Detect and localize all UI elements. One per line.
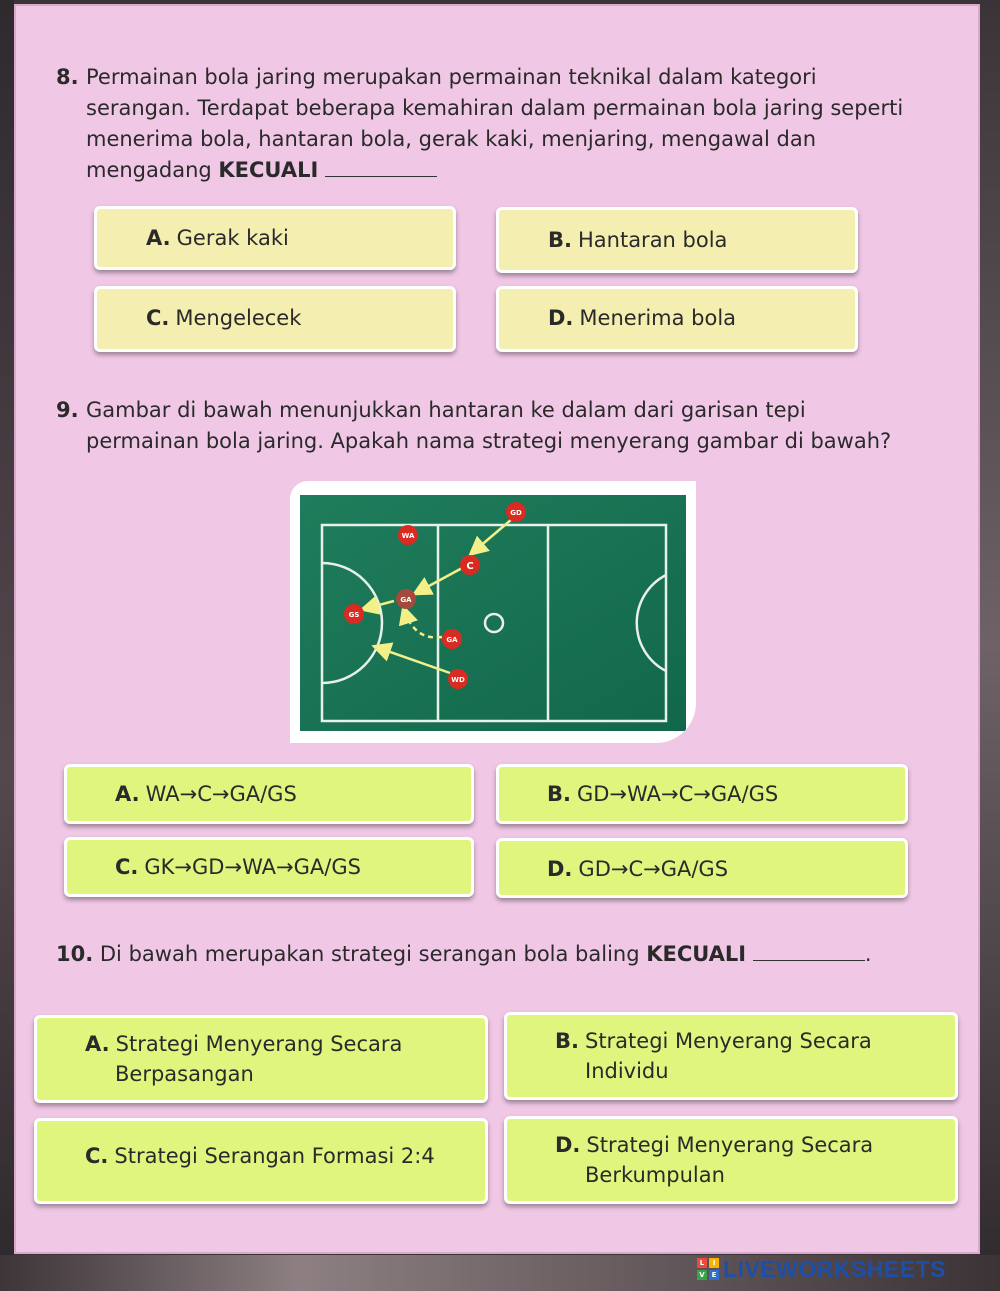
answer-blank: [325, 158, 437, 177]
player-label: GS: [348, 611, 360, 619]
player-label: GA: [400, 596, 412, 604]
background-left: [0, 0, 14, 1291]
option-line: [555, 1130, 955, 1160]
q10-option-a[interactable]: [34, 1015, 488, 1103]
player-label: C: [466, 561, 474, 572]
q10-option-c[interactable]: [34, 1118, 488, 1204]
option-key: D.: [547, 857, 573, 881]
option-line: [555, 1026, 955, 1056]
question-text: [86, 62, 903, 186]
option-line: Individu: [585, 1059, 669, 1083]
question-line: serangan. Terdapat beberapa kemahiran dalam permainan bola jaring seperti: [86, 96, 904, 120]
option-text: Strategi Menyerang Secara: [115, 1032, 403, 1056]
option-text: GD→WA→C→GA/GS: [576, 782, 779, 806]
question-10: [56, 939, 956, 971]
option-key: D.: [548, 306, 574, 330]
logo-letter: L: [697, 1258, 707, 1268]
option-text: Mengelecek: [175, 306, 302, 330]
q8-option-b[interactable]: [496, 207, 858, 273]
question-line-prefix: mengadang: [86, 158, 219, 182]
logo-text: LIVEWORKSHEETS: [723, 1255, 946, 1282]
option-text: GD→C→GA/GS: [578, 857, 729, 881]
background-right: [980, 0, 1000, 1291]
q9-option-a[interactable]: [64, 764, 474, 824]
player-label: GD: [510, 509, 522, 517]
q9-option-d[interactable]: [496, 838, 908, 898]
keyword-kecuali: KECUALI: [646, 942, 747, 966]
player-label: WD: [451, 676, 465, 684]
question-line: Permainan bola jaring merupakan permainan teknikal dalam kategori: [86, 65, 817, 89]
option-key: A.: [85, 1032, 110, 1056]
option-key: D.: [555, 1133, 581, 1157]
q9-option-c[interactable]: [64, 837, 474, 897]
question-text: [86, 395, 891, 457]
option-text: Strategi Menyerang Secara: [584, 1029, 872, 1053]
option-text: Gerak kaki: [176, 226, 289, 250]
liveworksheets-logo-icon: [697, 1258, 719, 1280]
option-text: GK→GD→WA→GA/GS: [144, 855, 361, 879]
option-line: Berkumpulan: [585, 1163, 725, 1187]
question-line: Gambar di bawah menunjukkan hantaran ke dalam dari garisan tepi: [86, 398, 806, 422]
question-9: [56, 395, 976, 459]
option-key: A.: [115, 782, 140, 806]
q8-option-d[interactable]: [496, 286, 858, 352]
logo-letter: E: [709, 1270, 719, 1280]
answer-blank: [753, 942, 865, 961]
option-text: WA→C→GA/GS: [145, 782, 297, 806]
netball-court-diagram: [290, 481, 696, 743]
option-text: Strategi Serangan Formasi 2:4: [114, 1144, 435, 1168]
question-line: menerima bola, hantaran bola, gerak kaki, menjaring, mengawal dan: [86, 127, 817, 151]
option-line: [85, 1029, 485, 1059]
option-key: C.: [85, 1144, 109, 1168]
option-text: Menerima bola: [579, 306, 737, 330]
option-line: Berpasangan: [115, 1062, 254, 1086]
netball-court-image: [290, 481, 696, 743]
logo-letter: V: [697, 1270, 707, 1280]
question-text: Di bawah merupakan strategi serangan bola baling: [99, 942, 647, 966]
question-number: 8.: [56, 65, 79, 89]
logo-letter: I: [709, 1258, 719, 1268]
option-key: C.: [146, 306, 170, 330]
question-line: [86, 155, 903, 186]
q10-option-d[interactable]: [504, 1116, 958, 1204]
option-key: C.: [115, 855, 139, 879]
player-label: GA: [446, 636, 458, 644]
question-suffix: .: [864, 942, 872, 966]
option-key: B.: [548, 228, 572, 252]
question-number: 10.: [56, 942, 94, 966]
keyword-kecuali: KECUALI: [218, 158, 319, 182]
q10-option-b[interactable]: [504, 1012, 958, 1100]
liveworksheets-logo[interactable]: [697, 1254, 946, 1284]
option-text: Strategi Menyerang Secara: [586, 1133, 874, 1157]
player-label: WA: [401, 532, 415, 540]
option-key: B.: [547, 782, 571, 806]
q8-option-c[interactable]: [94, 286, 456, 352]
q8-option-a[interactable]: [94, 206, 456, 270]
question-8: [56, 62, 976, 186]
question-number: 9.: [56, 398, 79, 422]
option-key: A.: [146, 226, 171, 250]
q9-option-b[interactable]: [496, 764, 908, 824]
question-line: permainan bola jaring. Apakah nama strategi menyerang gambar di bawah?: [86, 429, 892, 453]
option-text: Hantaran bola: [577, 228, 728, 252]
option-key: B.: [555, 1029, 579, 1053]
